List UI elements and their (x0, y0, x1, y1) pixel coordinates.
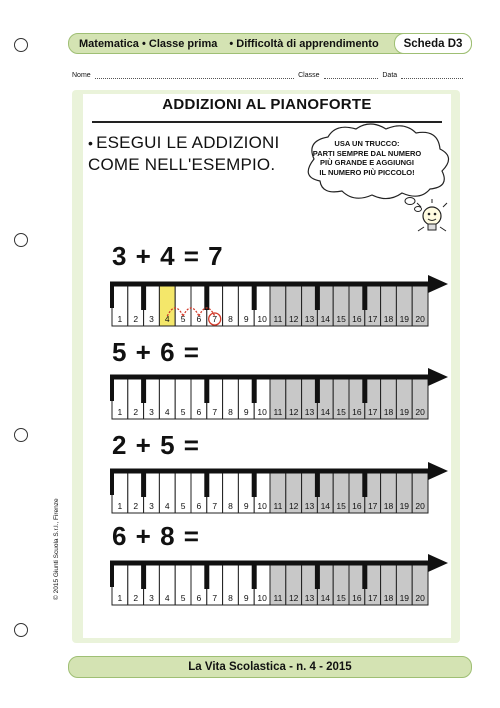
key-number: 13 (304, 407, 315, 417)
key-number: 15 (336, 501, 346, 511)
key-number: 8 (228, 593, 233, 603)
date-label: Data (382, 72, 398, 79)
black-key (315, 471, 320, 497)
arrow-head (428, 368, 448, 386)
key-number: 6 (196, 407, 202, 417)
key-number: 16 (352, 407, 362, 417)
black-key (204, 471, 209, 497)
black-key (362, 471, 367, 497)
footer-band (68, 656, 472, 678)
black-key (252, 563, 257, 589)
key-number: 18 (383, 314, 394, 324)
key-number: 7 (212, 501, 218, 511)
key-number: 20 (415, 501, 425, 511)
piano-2 (100, 361, 460, 421)
instruction-line-1: ESEGUI LE ADDIZIONI (96, 133, 280, 152)
lightbulb-icon (417, 199, 447, 231)
key-number: 7 (212, 314, 218, 324)
class-label: Classe (298, 72, 320, 79)
key-number: 15 (336, 314, 346, 324)
key-number: 2 (133, 501, 139, 511)
key-number: 12 (288, 407, 299, 417)
key-number: 4 (164, 407, 170, 417)
key-number: 10 (257, 593, 267, 603)
topic-label: • Difficoltà di apprendimento (229, 37, 379, 50)
key-number: 19 (399, 407, 410, 417)
instruction-line-2: COME NELL'ESEMPIO. (88, 155, 276, 174)
black-key (362, 284, 367, 310)
name-row (72, 67, 467, 79)
key-number: 3 (149, 407, 154, 417)
binder-hole-4 (14, 623, 28, 637)
name-field[interactable] (95, 70, 294, 79)
key-number: 9 (243, 407, 249, 417)
key-number: 11 (273, 407, 283, 417)
arrow-head (428, 275, 448, 293)
piano-3 (100, 455, 460, 515)
key-number: 4 (164, 314, 170, 324)
footer-label: La Vita Scolastica - n. 4 - 2015 (188, 661, 352, 673)
key-number: 1 (117, 314, 123, 324)
key-number: 6 (196, 314, 202, 324)
header-band (68, 33, 472, 54)
black-key (315, 563, 320, 589)
key-number: 10 (257, 501, 267, 511)
key-number: 14 (320, 407, 331, 417)
key-number: 18 (383, 501, 394, 511)
key-number: 16 (352, 593, 362, 603)
key-number: 5 (180, 501, 186, 511)
key-number: 1 (117, 501, 123, 511)
binder-hole-3 (14, 428, 28, 442)
tip-line-3: PIÙ GRANDE E AGGIUNGI (320, 158, 414, 168)
equation-4: 6 + 8 = (112, 521, 200, 551)
key-number: 12 (288, 593, 299, 603)
key-number: 20 (415, 314, 425, 324)
date-field[interactable] (401, 70, 463, 79)
key-number: 2 (133, 314, 139, 324)
key-number: 3 (149, 314, 154, 324)
key-number: 20 (415, 407, 425, 417)
key-number: 6 (196, 593, 202, 603)
key-number: 1 (117, 593, 123, 603)
page-title: ADDIZIONI AL PIANOFORTE (162, 96, 372, 113)
key-number: 17 (367, 501, 378, 511)
key-number: 3 (149, 593, 154, 603)
binder-hole-1 (14, 38, 28, 52)
key-number: 8 (228, 501, 233, 511)
equation-2: 5 + 6 = (112, 337, 200, 367)
key-number: 7 (212, 407, 218, 417)
copyright: © 2015 Giunti Scuola S.r.l., Firenze (53, 498, 60, 600)
key-number: 14 (320, 314, 331, 324)
instruction (88, 132, 298, 176)
key-number: 13 (304, 501, 315, 511)
black-key (362, 377, 367, 403)
key-number: 19 (399, 501, 410, 511)
black-key (362, 563, 367, 589)
key-number: 5 (180, 407, 186, 417)
piano-4 (100, 547, 460, 607)
subject-label: Matematica • Classe prima (79, 37, 218, 50)
key-number: 17 (367, 314, 378, 324)
tip-line-4: IL NUMERO PIÙ PICCOLO! (319, 167, 415, 177)
key-number: 10 (257, 407, 267, 417)
key-number: 16 (352, 314, 362, 324)
black-key (252, 471, 257, 497)
key-number: 18 (383, 407, 394, 417)
key-number: 6 (196, 501, 202, 511)
black-key (204, 377, 209, 403)
key-number: 5 (180, 593, 186, 603)
key-number: 19 (399, 593, 410, 603)
equation-1: 3 + 4 = 7 (112, 241, 224, 271)
key-number: 5 (180, 314, 186, 324)
key-number: 15 (336, 593, 346, 603)
key-number: 4 (164, 593, 170, 603)
key-number: 20 (415, 593, 425, 603)
key-number: 17 (367, 407, 378, 417)
key-number: 13 (304, 314, 315, 324)
binder-hole-2 (14, 233, 28, 247)
key-number: 15 (336, 407, 346, 417)
tip-line-1: USA UN TRUCCO: (334, 139, 400, 148)
key-number: 12 (288, 501, 299, 511)
black-key (315, 377, 320, 403)
key-number: 19 (399, 314, 410, 324)
black-key (141, 471, 146, 497)
piano-1 (100, 268, 460, 328)
key-number: 3 (149, 501, 154, 511)
black-key (252, 284, 257, 310)
key-number: 9 (243, 593, 249, 603)
key-number: 18 (383, 593, 394, 603)
key-number: 14 (320, 593, 331, 603)
key-number: 13 (304, 593, 315, 603)
key-number: 11 (273, 501, 283, 511)
name-label: Nome (72, 72, 91, 79)
black-key (252, 377, 257, 403)
key-number: 11 (273, 314, 283, 324)
black-key (141, 284, 146, 310)
key-number: 12 (288, 314, 299, 324)
key-number: 9 (243, 501, 249, 511)
key-number: 9 (243, 314, 249, 324)
key-number: 2 (133, 407, 139, 417)
key-number: 14 (320, 501, 331, 511)
key-number: 17 (367, 593, 378, 603)
equation-3: 2 + 5 = (112, 430, 200, 460)
black-key (204, 563, 209, 589)
tip-text (300, 139, 434, 177)
key-number: 2 (133, 593, 139, 603)
black-key (141, 377, 146, 403)
key-number: 4 (164, 501, 170, 511)
key-number: 8 (228, 407, 233, 417)
key-number: 11 (273, 593, 283, 603)
black-key (315, 284, 320, 310)
arrow-head (428, 554, 448, 572)
arrow-head (428, 462, 448, 480)
tip-line-2: PARTI SEMPRE DAL NUMERO (312, 148, 422, 158)
key-number: 10 (257, 314, 267, 324)
black-key (141, 563, 146, 589)
key-number: 16 (352, 501, 362, 511)
black-key (204, 284, 209, 310)
sheet-label: Scheda D3 (394, 33, 472, 54)
class-field[interactable] (324, 70, 379, 79)
key-number: 7 (212, 593, 218, 603)
key-number: 1 (117, 407, 123, 417)
key-number: 8 (228, 314, 233, 324)
instruction-bullet: • (88, 135, 94, 151)
